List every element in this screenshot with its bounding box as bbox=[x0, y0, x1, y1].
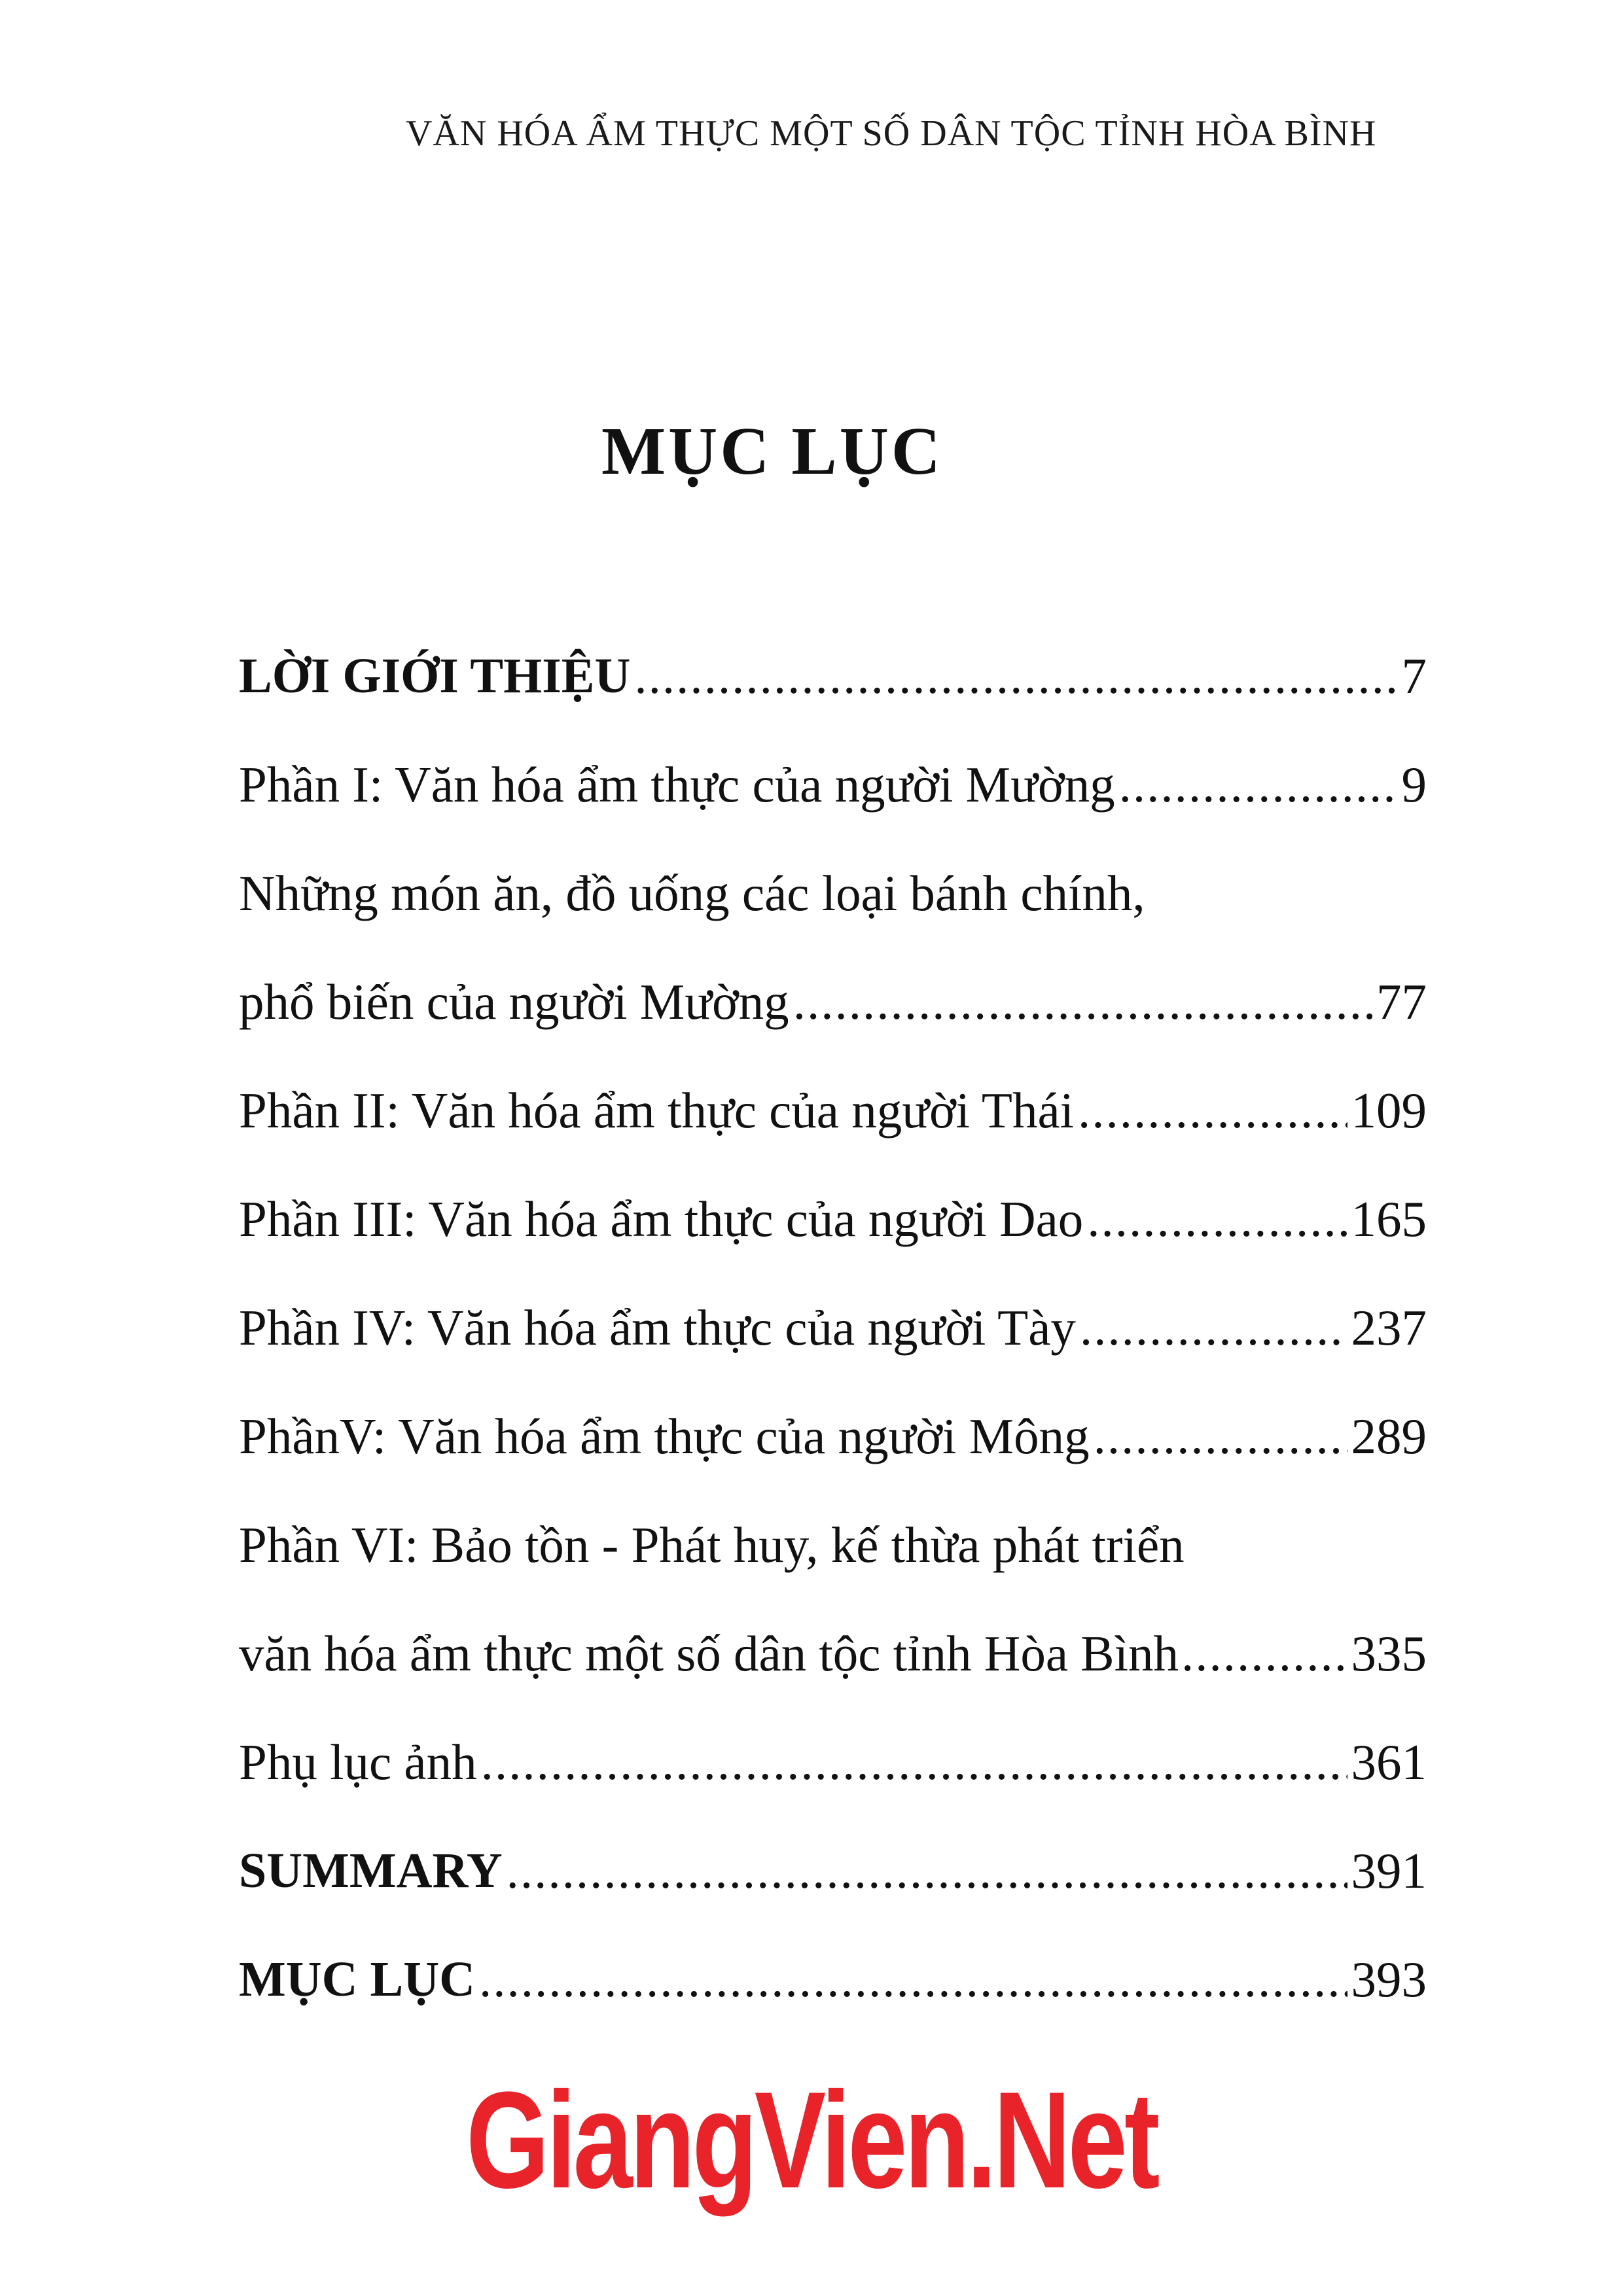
toc-entry-label: PhầnV: Văn hóa ẩm thực của người Mông bbox=[239, 1407, 1090, 1464]
toc-entry-page: 361 bbox=[1351, 1733, 1427, 1790]
toc-entry-label: Phần I: Văn hóa ẩm thực của người Mường bbox=[239, 756, 1115, 813]
toc-entry-label: Phần II: Văn hóa ẩm thực của người Thái bbox=[239, 1082, 1075, 1139]
dot-leader bbox=[1181, 1629, 1348, 1679]
toc-entry-muong-dishes-line-2 bbox=[239, 947, 1427, 1056]
toc-entry-photo-appendix bbox=[239, 1708, 1427, 1816]
toc-entry-label: văn hóa ẩm thực một số dân tộc tỉnh Hòa Bình bbox=[239, 1625, 1179, 1682]
toc-entry-page: 109 bbox=[1351, 1082, 1427, 1139]
dot-leader bbox=[634, 651, 1397, 701]
toc-entry-part-6-line-2 bbox=[239, 1599, 1427, 1708]
toc-entry-introduction bbox=[239, 622, 1427, 730]
dot-leader bbox=[1094, 1411, 1347, 1462]
table-of-contents bbox=[239, 622, 1427, 2034]
dot-leader bbox=[1080, 1303, 1347, 1353]
toc-entry-label: LỜI GIỚI THIỆU bbox=[239, 648, 631, 703]
toc-entry-label: phổ biến của người Mường bbox=[239, 973, 789, 1030]
watermark-logo: GiangVien.Net bbox=[466, 2063, 1157, 2217]
toc-entry-contents bbox=[239, 1925, 1427, 2034]
toc-entry-part-1 bbox=[239, 730, 1427, 839]
toc-entry-muong-dishes-line-1 bbox=[239, 839, 1427, 947]
toc-entry-part-5 bbox=[239, 1382, 1427, 1491]
dot-leader bbox=[1078, 1086, 1347, 1136]
toc-entry-label: Phần III: Văn hóa ẩm thực của người Dao bbox=[239, 1190, 1084, 1247]
toc-entry-page: 9 bbox=[1401, 756, 1427, 813]
dot-leader bbox=[1119, 760, 1398, 810]
toc-entry-page: 335 bbox=[1351, 1625, 1427, 1682]
toc-entry-part-3 bbox=[239, 1165, 1427, 1273]
toc-entry-label: SUMMARY bbox=[239, 1843, 503, 1898]
toc-entry-part-6-line-1 bbox=[239, 1491, 1427, 1599]
dot-leader bbox=[793, 977, 1372, 1027]
toc-entry-label: Phần IV: Văn hóa ẩm thực của người Tày bbox=[239, 1299, 1076, 1356]
running-header: VĂN HÓA ẨM THỰC MỘT SỐ DÂN TỘC TỈNH HÒA BÌNH bbox=[406, 113, 1377, 154]
page-title: MỤC LỤC bbox=[601, 414, 943, 489]
dot-leader bbox=[481, 1737, 1347, 1788]
toc-entry-page: 77 bbox=[1376, 973, 1427, 1030]
toc-entry-part-4 bbox=[239, 1273, 1427, 1382]
toc-entry-page: 165 bbox=[1351, 1190, 1427, 1247]
dot-leader bbox=[507, 1846, 1347, 1896]
toc-entry-page: 391 bbox=[1351, 1842, 1427, 1899]
toc-entry-page: 289 bbox=[1351, 1407, 1427, 1464]
toc-entry-label: Phụ lục ảnh bbox=[239, 1733, 477, 1790]
toc-entry-page: 237 bbox=[1351, 1299, 1427, 1356]
toc-entry-summary bbox=[239, 1816, 1427, 1925]
toc-entry-label: Phần VI: Bảo tồn - Phát huy, kế thừa phát triển bbox=[239, 1516, 1185, 1573]
toc-entry-label: Những món ăn, đồ uống các loại bánh chính, bbox=[239, 864, 1145, 921]
toc-entry-label: MỤC LỤC bbox=[239, 1952, 475, 2007]
toc-entry-page: 7 bbox=[1401, 647, 1427, 704]
toc-entry-part-2 bbox=[239, 1056, 1427, 1165]
toc-entry-page: 393 bbox=[1351, 1951, 1427, 2007]
dot-leader bbox=[479, 1954, 1347, 2005]
dot-leader bbox=[1087, 1194, 1347, 1245]
